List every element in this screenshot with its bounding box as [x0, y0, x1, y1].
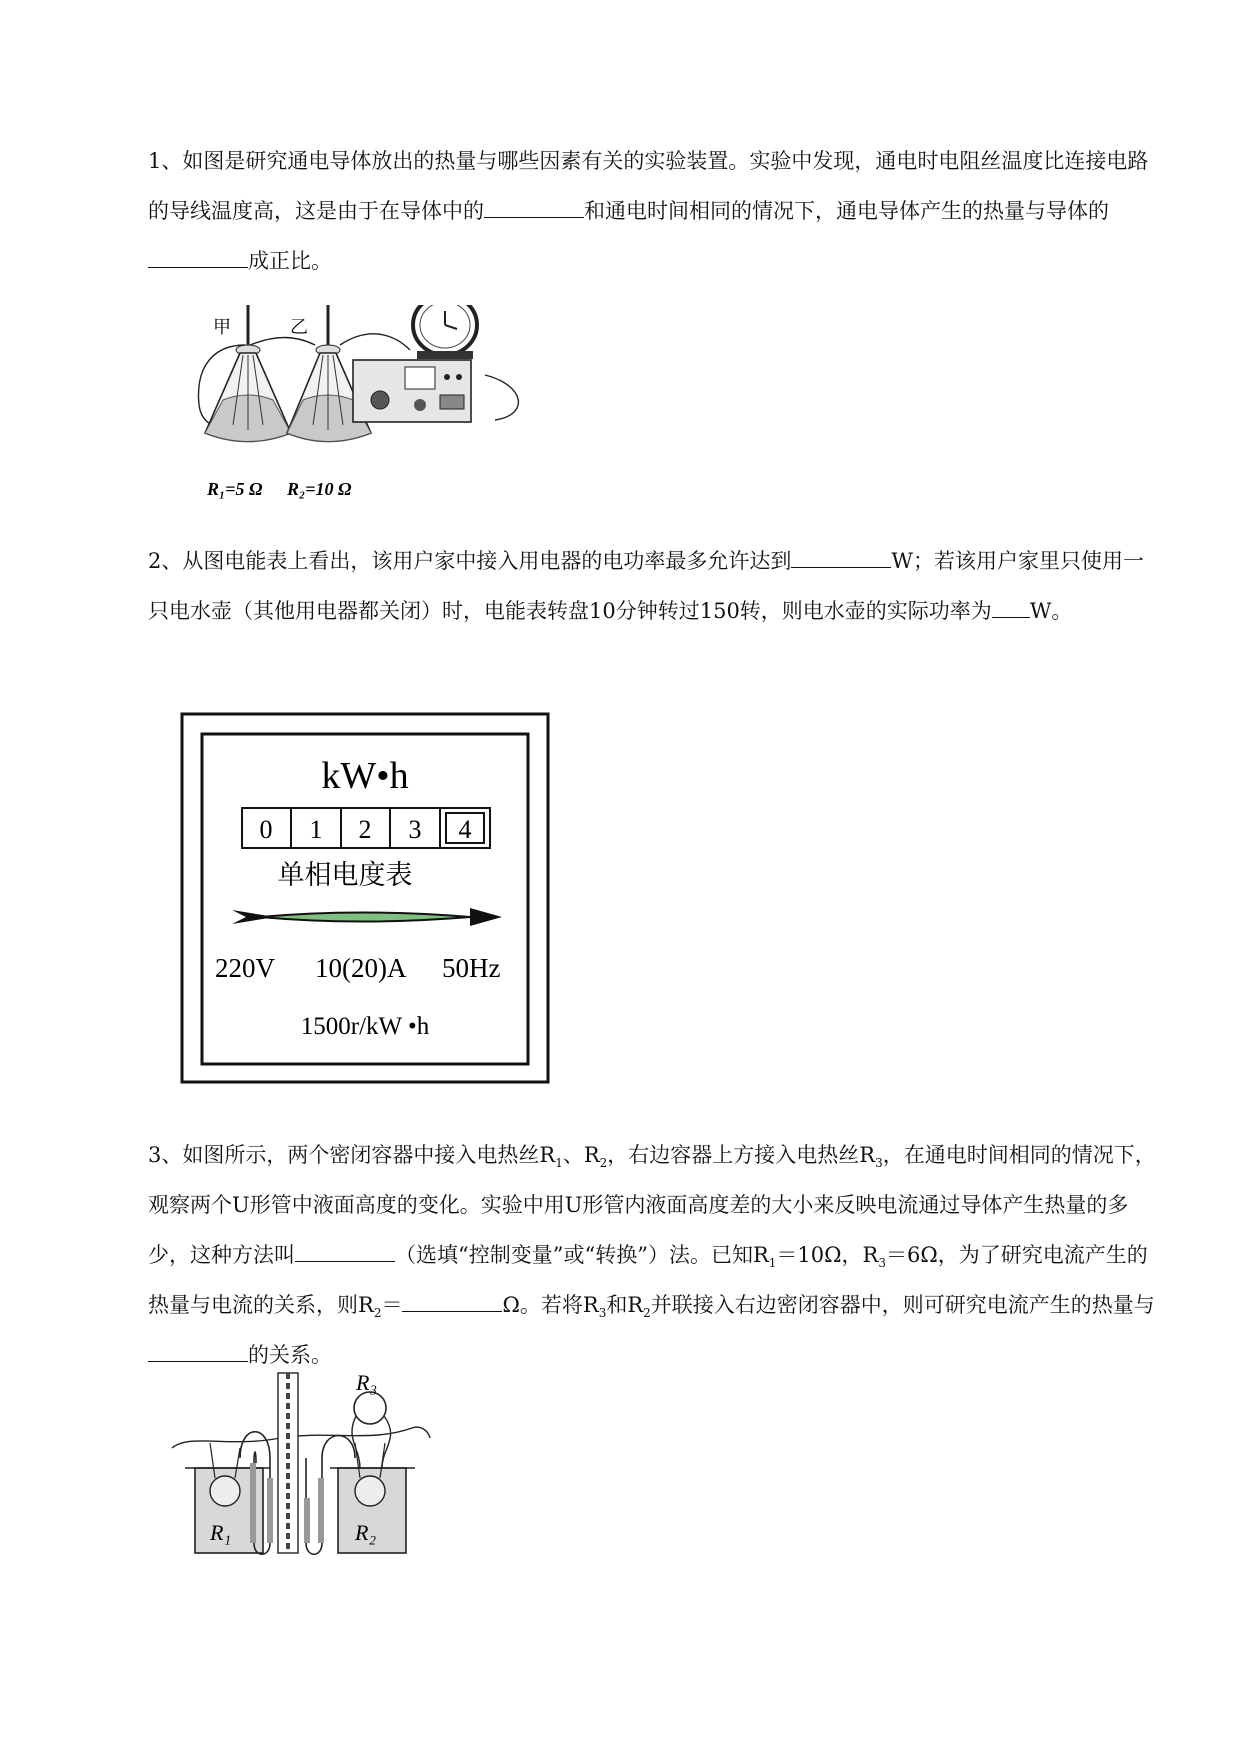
figure-flask-experiment	[195, 305, 530, 515]
meter-digit: 2	[358, 815, 372, 844]
answer-blank[interactable]	[992, 591, 1030, 618]
answer-blank[interactable]	[148, 1335, 248, 1362]
question-text: ＝	[381, 1293, 403, 1317]
label-yi: 乙	[290, 317, 308, 337]
meter-current: 10(20)A	[315, 953, 407, 983]
question-number: 3、	[148, 1143, 183, 1167]
subscript: 3	[598, 1306, 607, 1321]
subscript: 2	[373, 1306, 382, 1321]
subscript: 3	[878, 1256, 886, 1271]
answer-blank[interactable]	[791, 541, 891, 568]
answer-blank[interactable]	[295, 1235, 395, 1262]
question-text: 并联接入右边密闭容器中，则可研究电流产生的热量与	[650, 1293, 1155, 1317]
meter-digit: 1	[309, 815, 323, 844]
meter-constant: 1500r/kW •h	[300, 1013, 430, 1040]
label-jia: 甲	[213, 317, 231, 337]
question-text: 的关系。	[248, 1343, 332, 1367]
question-text: ，在通电时间相同的情况下，观察两个U形管中液面高度的变化。实验中用U形管内液面高度差的大小来反映电流通过导体产生热量的多少，这种方法叫	[148, 1143, 1156, 1267]
meter-digits	[242, 808, 490, 848]
question-text: 如图是研究通电导体放出的热量与哪些因素有关的实验装置。实验中发现，通电时电阻丝温度比连接电路的导线温度高，这是由于在导体中的	[148, 149, 1149, 223]
subscript: 1	[555, 1156, 563, 1171]
question-number: 1、	[148, 149, 183, 173]
question-text: ＝6Ω，为了研究电流产生的热量与电流的关系，则R	[148, 1243, 1148, 1317]
question-3	[148, 1130, 1158, 1380]
question-text: 和通电时间相同的情况下，通电导体产生的热量与导体的	[584, 199, 1109, 223]
meter-voltage: 220V	[215, 953, 275, 983]
meter-name: 单相电度表	[277, 860, 413, 890]
question-text: W；若该用户家里只使用一只电水壶（其他用电器都关闭）时，电能表转盘10分钟转过150转，则电水壶的实际功率为	[148, 549, 1144, 623]
question-text: 和R	[606, 1293, 644, 1317]
question-text: 、R	[562, 1143, 600, 1167]
figure-energy-meter	[180, 712, 552, 1087]
power-supply	[353, 360, 471, 422]
question-text: W。	[1029, 599, 1073, 623]
meter-digit: 4	[458, 815, 472, 844]
question-1	[148, 136, 1158, 286]
question-text: Ω。若将R	[502, 1293, 599, 1317]
subscript: 3	[875, 1156, 883, 1171]
answer-blank[interactable]	[402, 1285, 502, 1312]
label-r2: R₂=10 Ω	[287, 479, 352, 499]
clock	[413, 305, 477, 359]
label-r1: R₁	[210, 1520, 232, 1545]
meter-unit: kW•h	[321, 755, 409, 797]
figure-u-tube-apparatus	[170, 1368, 432, 1558]
meter-digit: 0	[259, 815, 273, 844]
subscript: 2	[643, 1306, 651, 1321]
question-text: ＝10Ω，R	[776, 1243, 879, 1267]
question-text: （选填“控制变量”或“转换”）法。已知R	[395, 1243, 769, 1267]
answer-blank[interactable]	[484, 191, 584, 218]
label-r2: R₂	[355, 1520, 377, 1545]
question-text: 从图电能表上看出，该用户家中接入用电器的电功率最多允许达到	[182, 549, 792, 573]
question-text: 成正比。	[248, 249, 332, 273]
label-r1: R₁=5 Ω	[207, 479, 263, 499]
question-text: ，右边容器上方接入电热丝R	[607, 1143, 876, 1167]
question-number: 2、	[148, 549, 183, 573]
resistor-r3	[352, 1392, 391, 1468]
meter-frequency: 50Hz	[442, 953, 501, 983]
question-2	[148, 536, 1158, 636]
subscript: 1	[768, 1256, 777, 1271]
meter-digit: 3	[408, 815, 422, 844]
subscript: 2	[599, 1156, 608, 1171]
label-r3: R₃	[356, 1370, 378, 1395]
question-text: 如图所示，两个密闭容器中接入电热丝R	[182, 1143, 556, 1167]
answer-blank[interactable]	[148, 241, 248, 268]
